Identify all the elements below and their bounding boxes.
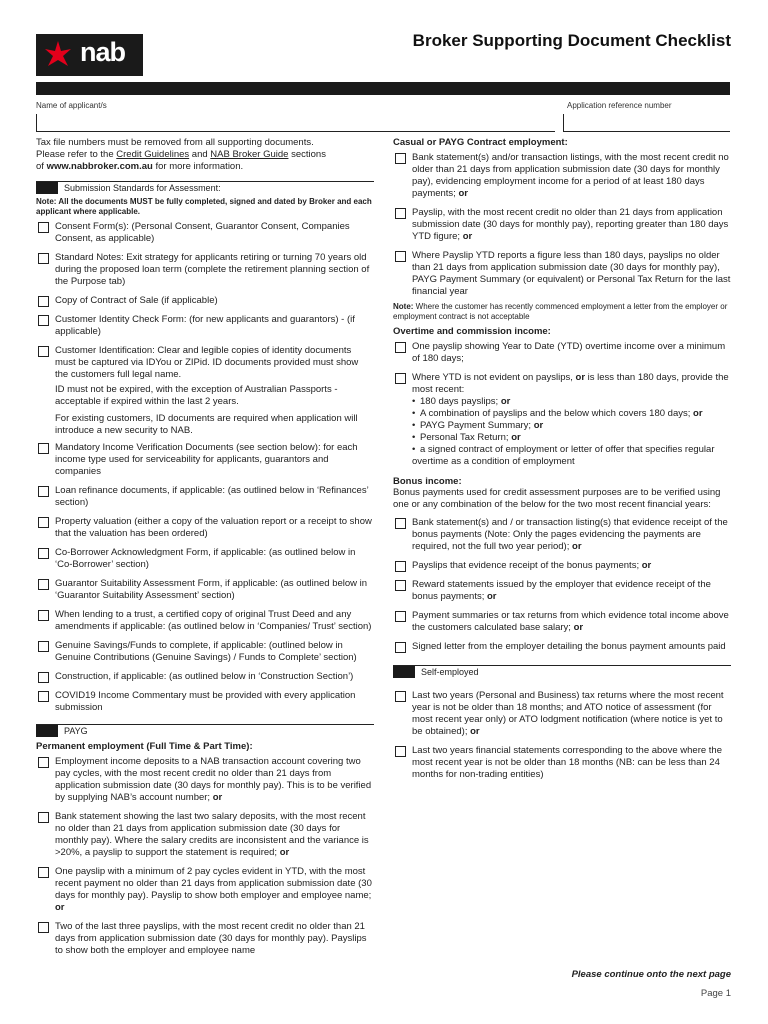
overtime-heading: Overtime and commission income:	[393, 326, 551, 337]
applicant-field[interactable]	[36, 131, 555, 132]
right-column	[393, 137, 731, 788]
checkbox[interactable]	[395, 561, 406, 572]
checkbox[interactable]	[395, 518, 406, 529]
checkbox[interactable]	[38, 641, 49, 652]
star-icon	[42, 39, 74, 71]
checkbox[interactable]	[38, 253, 49, 264]
checkbox[interactable]	[38, 757, 49, 768]
checklist-item: Signed letter from the employer detailing the bonus payment amounts paid	[393, 641, 731, 653]
brand-wordmark: nab	[80, 37, 126, 67]
checkbox[interactable]	[38, 315, 49, 326]
checklist-item: Loan refinance documents, if applicable: (as outlined below in ‘Refinances’ section)	[36, 485, 374, 509]
checklist-item: Co-Borrower Acknowledgment Form, if applicable: (as outlined below in ‘Co-Borrower’ section)	[36, 547, 374, 571]
checklist-item: Reward statements issued by the employer that evidence receipt of the bonus payments; or	[393, 579, 731, 603]
list-item: • A combination of payslips and the below which covers 180 days; or	[412, 408, 703, 419]
checkbox[interactable]	[395, 153, 406, 164]
id-note: ID must not be expired, with the exception of Australian Passports - acceptable if expired within the last 2 years.	[55, 384, 338, 407]
checkbox[interactable]	[38, 296, 49, 307]
page-number: Page 1	[700, 988, 731, 999]
checklist-item: One payslip with a minimum of 2 pay cycles evident in YTD, with the most recent payment no older than 21 days from application submission date (30 days for monthly pay). Payslip to show both employer and employee name; or	[36, 866, 374, 914]
checklist-item: Consent Form(s): (Personal Consent, Guarantor Consent, Companies Consent, as applicable)	[36, 221, 374, 245]
checkbox[interactable]	[38, 548, 49, 559]
checklist-item: Bank statement(s) and / or transaction listing(s) that evidence receipt of the bonus payments (Note: Only the pages evidencing the payments are required, not the full two year period); or	[393, 517, 731, 553]
reference-label: Application reference number	[567, 101, 672, 110]
checklist-item: Bank statement(s) and/or transaction listings, with the most recent credit no older than 21 days from application submission date (30 days for monthly pay), evidencing employment income for a period of at least 180 days payments; or	[393, 152, 731, 200]
checklist-item: Bank statement showing the last two salary deposits, with the most recent no older than 21 days from application submission date (30 days for monthly pay). Where the salary credits are inconsistent and the variance is >20%, a payslip to support the statement is required; or	[36, 811, 374, 859]
checklist-item: Two of the last three payslips, with the most recent credit no older than 21 days from application submission date (30 days for monthly pay). Payslips to show both the employer and employee name	[36, 921, 374, 957]
section-title: Self-employed	[421, 667, 479, 677]
intro-line3: of www.nabbroker.com.au for more information.	[36, 161, 244, 172]
checkbox[interactable]	[395, 746, 406, 757]
permanent-heading: Permanent employment (Full Time & Part Time):	[36, 741, 253, 752]
payg-section-header	[36, 724, 374, 737]
submission-section-header	[36, 181, 374, 194]
bonus-heading: Bonus income:	[393, 476, 462, 487]
casual-heading: Casual or PAYG Contract employment:	[393, 137, 568, 148]
checklist-item: Guarantor Suitability Assessment Form, if applicable: (as outlined below in ‘Guarantor Suitability Assessment’ section)	[36, 578, 374, 602]
continue-note: Please continue onto the next page	[571, 969, 731, 980]
website-link[interactable]: www.nabbroker.com.au	[46, 161, 153, 172]
checkbox[interactable]	[38, 579, 49, 590]
id-note: For existing customers, ID documents are required when application will introduce a new security to NAB.	[55, 413, 358, 436]
checkbox[interactable]	[38, 346, 49, 357]
submission-note: Note: All the documents MUST be fully completed, signed and dated by Broker and each applicant where applicable.	[36, 197, 372, 216]
checkbox[interactable]	[395, 580, 406, 591]
intro-line1: Tax file numbers must be removed from all supporting documents.	[36, 137, 314, 148]
checkbox[interactable]	[395, 342, 406, 353]
reference-field-edge	[563, 114, 564, 132]
applicant-field-edge	[36, 114, 37, 132]
checklist-item: Customer Identification: Clear and legible copies of identity documents must be captured via IDYou or ZIPid. ID documents provided must show the customers full legal name.	[36, 345, 374, 381]
checkbox[interactable]	[38, 691, 49, 702]
broker-guide-link[interactable]: NAB Broker Guide	[210, 149, 289, 160]
page-title: Broker Supporting Document Checklist	[412, 31, 731, 50]
checklist-item: When lending to a trust, a certified copy of original Trust Deed and any amendments if applicable: (as outlined below in ‘Companies/ Trust’ section)	[36, 609, 374, 633]
applicant-label: Name of applicant/s	[36, 101, 107, 110]
checkbox[interactable]	[38, 672, 49, 683]
checkbox[interactable]	[38, 517, 49, 528]
section-title: Submission Standards for Assessment:	[64, 183, 221, 193]
bonus-intro: Bonus payments used for credit assessment purposes are to be verified using one or any combination of the below for the two most recent financial years:	[393, 487, 721, 510]
checklist-item: Mandatory Income Verification Documents (see section below): for each income type used for serviceability for applicants, guarantors and companies	[36, 442, 374, 478]
checkbox[interactable]	[38, 610, 49, 621]
credit-guidelines-link[interactable]: Credit Guidelines	[116, 149, 190, 160]
list-item: • PAYG Payment Summary; or	[412, 420, 544, 431]
checklist-item: Where Payslip YTD reports a figure less than 180 days, payslips no older than 21 days from application submission date (30 days for monthly pay), PAYG Payment Summary (or equivalent) or Personal Tax Return for the last financial year	[393, 250, 731, 298]
checkbox[interactable]	[38, 222, 49, 233]
checklist-item: Construction, if applicable: (as outlined below in ‘Construction Section’)	[36, 671, 374, 683]
checkbox[interactable]	[395, 642, 406, 653]
checklist-item: Payslip, with the most recent credit no older than 21 days from application submission date (30 days for monthly pay), reporting greater than 180 days YTD figure; or	[393, 207, 731, 243]
self-employed-section-header	[393, 665, 731, 678]
left-column	[36, 137, 374, 964]
checklist-item: Customer Identity Check Form: (for new applicants and guarantors) - (if applicable)	[36, 314, 374, 338]
checklist-item: Where YTD is not evident on payslips, or is less than 180 days, provide the most recent:	[393, 372, 731, 396]
checklist-item: Standard Notes: Exit strategy for applicants retiring or turning 70 years old during the proposed loan term (complete the retirement planning section of the Purpose tab)	[36, 252, 374, 288]
casual-note: Note: Where the customer has recently commenced employment a letter from the employer or employment contract is not acceptable	[393, 302, 728, 321]
checklist-item: COVID19 Income Commentary must be provided with every application submission	[36, 690, 374, 714]
list-item: • 180 days payslips; or	[412, 396, 511, 407]
checklist-item: Last two years (Personal and Business) tax returns where the most recent year is not be older than 18 months; and ATO notice of assessment (for most recent year only) or ATO lodgment notification (where notice is yet to be obtained); or	[393, 690, 731, 738]
list-item: • Personal Tax Return; or	[412, 432, 521, 443]
checkbox[interactable]	[395, 208, 406, 219]
list-item: • a signed contract of employment or letter of offer that specifies regular overtime as a condition of employment	[412, 444, 715, 467]
checkbox[interactable]	[395, 611, 406, 622]
checklist-item: Last two years financial statements corresponding to the above where the most recent year is not be older than 18 months (NB: can be less than 24 months for non-trading entities)	[393, 745, 731, 781]
checklist-item: Payslips that evidence receipt of the bonus payments; or	[393, 560, 731, 572]
checkbox[interactable]	[38, 812, 49, 823]
checkbox[interactable]	[395, 373, 406, 384]
checklist-item: Payment summaries or tax returns from which evidence total income above the customers calculated base salary; or	[393, 610, 731, 634]
checklist-item: Copy of Contract of Sale (if applicable)	[36, 295, 374, 307]
section-title: PAYG	[64, 726, 88, 736]
reference-field[interactable]	[563, 131, 730, 132]
checkbox[interactable]	[395, 691, 406, 702]
intro-line2: Please refer to the Credit Guidelines and NAB Broker Guide sections	[36, 149, 326, 160]
checkbox[interactable]	[395, 251, 406, 262]
header-bar	[36, 82, 730, 95]
checkbox[interactable]	[38, 443, 49, 454]
checklist-item: Property valuation (either a copy of the valuation report or a receipt to show that the valuation has been ordered)	[36, 516, 374, 540]
nab-logo	[36, 34, 143, 76]
checkbox[interactable]	[38, 867, 49, 878]
checklist-item: Genuine Savings/Funds to complete, if applicable: (outlined below in Genuine Contributions (Genuine Savings) / Funds to Complete’ section)	[36, 640, 374, 664]
checklist-item: Employment income deposits to a NAB transaction account covering two pay cycles, with the most recent credit no older than 21 days from application submission date (30 days for monthly pay). This is to be verified by supplying NAB’s account number; or	[36, 756, 374, 804]
checkbox[interactable]	[38, 486, 49, 497]
checkbox[interactable]	[38, 922, 49, 933]
checklist-item: One payslip showing Year to Date (YTD) overtime income over a minimum of 180 days;	[393, 341, 731, 365]
